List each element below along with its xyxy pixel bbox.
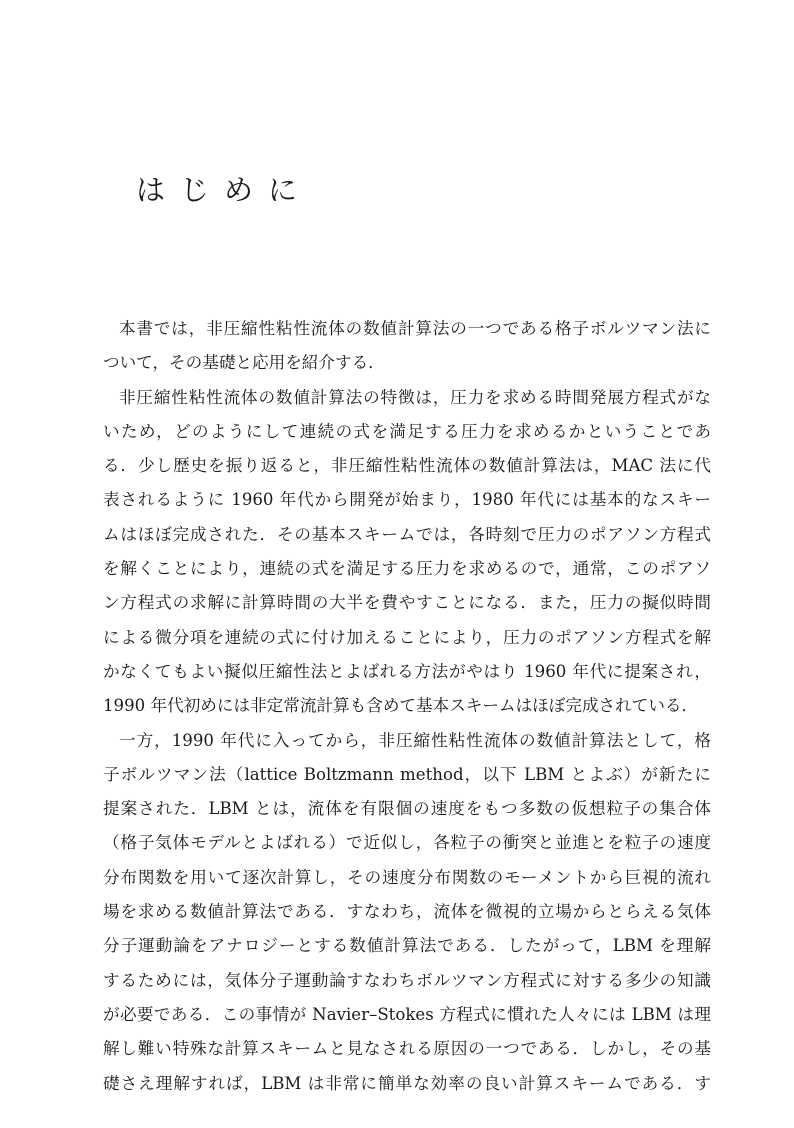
- text-line: による微分項を連続の式に付け加えることにより，圧力のポアソン方程式を解: [103, 627, 711, 647]
- text-line: するためには，気体分子運動論すなわちボルツマン方程式に対する多少の知識: [103, 970, 711, 990]
- text-line: 子ボルツマン法（lattice Boltzmann method，以下 LBM とよぶ）が新たに: [103, 764, 711, 784]
- body-text: [103, 312, 711, 1101]
- text-line: 解し難い特殊な計算スキームと見なされる原因の一つである．しかし，その基: [103, 1039, 711, 1059]
- text-line: 表されるように 1960 年代から開発が始まり，1980 年代には基本的なスキー: [103, 490, 711, 510]
- chapter-title: はじめに: [136, 173, 313, 207]
- text-line: 提案された．LBM とは，流体を有限個の速度をもつ多数の仮想粒子の集合体: [103, 799, 711, 819]
- text-line: 分布関数を用いて逐次計算し，その速度分布関数のモーメントから巨視的流れ: [103, 867, 711, 887]
- text-line: ついて，その基礎と応用を紹介する．: [103, 353, 385, 373]
- text-line: を解くことにより，連続の式を満足する圧力を求めるので，通常，このポアソ: [103, 559, 711, 579]
- text-line: 礎さえ理解すれば，LBM は非常に簡単な効率の良い計算スキームである．す: [103, 1073, 711, 1093]
- text-line: 本書では，非圧縮性粘性流体の数値計算法の一つである格子ボルツマン法に: [119, 319, 711, 338]
- text-line: が必要である．この事情が Navier–Stokes 方程式に慣れた人々には LBM は理: [103, 1004, 711, 1024]
- text-line: 1990 年代初めには非定常流計算も含めて基本スキームはほぼ完成されている．: [103, 696, 699, 716]
- text-line: ン方程式の求解に計算時間の大半を費やすことになる．また，圧力の擬似時間: [103, 593, 711, 613]
- text-line: 非圧縮性粘性流体の数値計算法の特徴は，圧力を求める時間発展方程式がな: [119, 387, 711, 407]
- text-line: かなくてもよい擬似圧縮性法とよばれる方法がやはり 1960 年代に提案され，: [103, 661, 711, 681]
- text-line: ムはほぼ完成された．その基本スキームでは，各時刻で圧力のポアソン方程式: [103, 524, 711, 544]
- text-line: 分子運動論をアナロジーとする数値計算法である．したがって，LBM を理解: [103, 936, 711, 956]
- text-line: 一方，1990 年代に入ってから，非圧縮性粘性流体の数値計算法として，格: [119, 730, 711, 750]
- text-line: いため，どのようにして連続の式を満足する圧力を求めるかということであ: [103, 421, 711, 441]
- text-line: （格子気体モデルとよばれる）で近似し，各粒子の衝突と並進とを粒子の速度: [103, 833, 711, 853]
- text-line: 場を求める数値計算法である．すなわち，流体を微視的立場からとらえる気体: [103, 902, 711, 922]
- text-line: る．少し歴史を振り返ると，非圧縮性粘性流体の数値計算法は，MAC 法に代: [103, 456, 711, 476]
